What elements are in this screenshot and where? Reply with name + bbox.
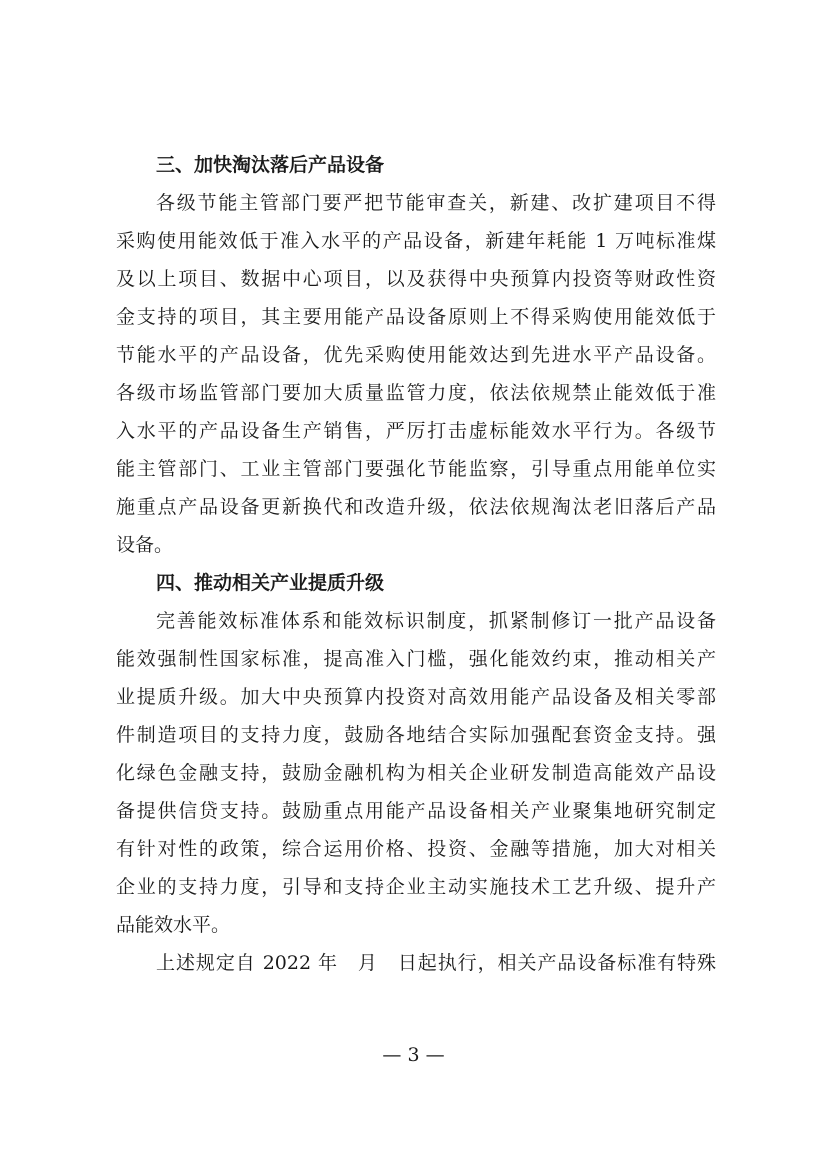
section-4-line: 有针对性的政策，综合运用价格、投资、金融等措施，加大对相关: [116, 838, 716, 860]
section-4-line: 能效强制性国家标准，提高准入门槛，强化能效约束，推动相关产: [116, 648, 716, 670]
section-3-line: 入水平的产品设备生产销售，严厉打击虚标能效水平行为。各级节: [116, 420, 716, 442]
closing-line: 上述规定自 2022 年 月 日起执行，相关产品设备标准有特殊: [156, 952, 716, 974]
section-3-line: 各级市场监管部门要加大质量监管力度，依法依规禁止能效低于准: [116, 382, 716, 404]
section-3-line: 能主管部门、工业主管部门要强化节能监察，引导重点用能单位实: [116, 458, 716, 480]
section-3-line: 设备。: [116, 534, 174, 556]
document-body: [116, 146, 716, 982]
section-3-line: 各级节能主管部门要严把节能审查关，新建、改扩建项目不得: [156, 192, 716, 214]
section-4-line: 企业的支持力度，引导和支持企业主动实施技术工艺升级、提升产: [116, 876, 716, 898]
section-4-line: 完善能效标准体系和能效标识制度，抓紧制修订一批产品设备: [156, 610, 716, 632]
section-3-line: 金支持的项目，其主要用能产品设备原则上不得采购使用能效低于: [116, 306, 716, 328]
section-3-line: 节能水平的产品设备，优先采购使用能效达到先进水平产品设备。: [116, 344, 716, 366]
section-3-heading: 三、加快淘汰落后产品设备: [156, 154, 385, 176]
section-4-line: 化绿色金融支持，鼓励金融机构为相关企业研发制造高能效产品设: [116, 762, 716, 784]
section-4-line: 件制造项目的支持力度，鼓励各地结合实际加强配套资金支持。强: [116, 724, 716, 746]
section-3-line: 施重点产品设备更新换代和改造升级，依法依规淘汰老旧落后产品: [116, 496, 716, 518]
section-4-line: 业提质升级。加大中央预算内投资对高效用能产品设备及相关零部: [116, 686, 716, 708]
section-4-line: 备提供信贷支持。鼓励重点用能产品设备相关产业聚集地研究制定: [116, 800, 716, 822]
section-3-line: 采购使用能效低于准入水平的产品设备，新建年耗能 1 万吨标准煤: [116, 230, 716, 252]
page-number: — 3 —: [382, 1044, 445, 1066]
section-4-line: 品能效水平。: [116, 914, 231, 936]
section-3-line: 及以上项目、数据中心项目，以及获得中央预算内投资等财政性资: [116, 268, 716, 290]
section-4-heading: 四、推动相关产业提质升级: [156, 572, 385, 594]
